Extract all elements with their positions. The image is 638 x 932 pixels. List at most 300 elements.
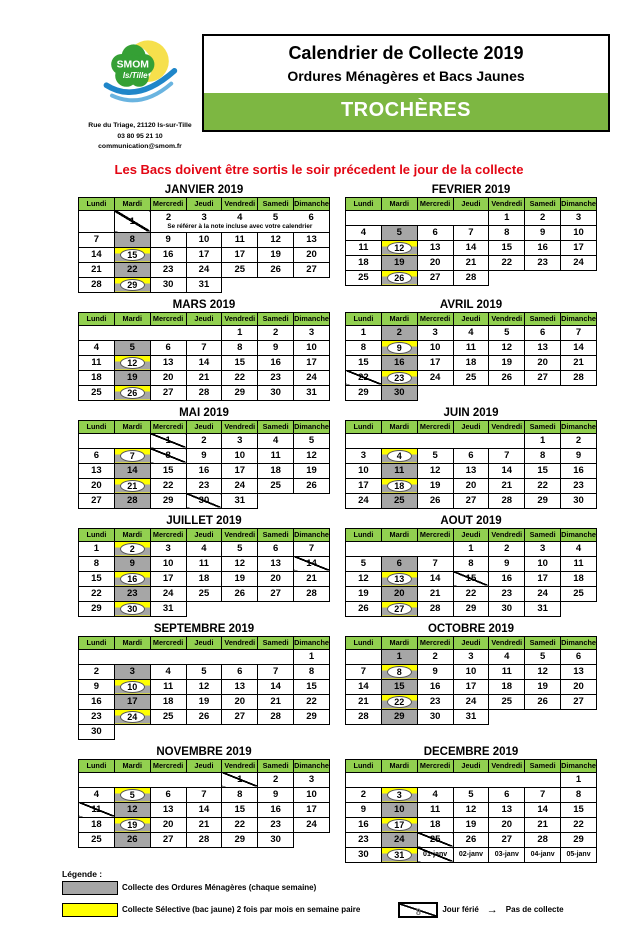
day-cell: 1 [525,433,561,448]
bac-jaune-ellipse: 27 [387,603,412,615]
day-cell: 8 [294,664,330,679]
month-table [78,528,330,617]
day-cell: 19 [417,478,453,493]
week-row [79,463,330,478]
day-cell: 4 [79,340,115,355]
month-title: JUILLET 2019 [166,514,242,527]
month [345,746,597,863]
month [78,623,330,740]
day-cell: 14 [453,240,489,255]
day-cell: 18 [453,355,489,370]
weekday-header: Vendredi [222,636,258,649]
day-cell: 26 [294,478,330,493]
day-cell: 4 [346,225,382,240]
week-row [346,433,597,448]
day-cell: 10 [417,340,453,355]
weekday-header: Dimanche [294,199,329,209]
week-row [79,370,330,385]
weekday-row [79,759,330,772]
weekday-header: Mercredi [417,528,453,541]
week-row [346,385,597,400]
day-cell: 21 [453,255,489,270]
month-title: NOVEMBRE 2019 [156,745,252,758]
day-cell: 2 [417,649,453,664]
month [78,746,330,848]
weekday-header: Vendredi [489,197,525,210]
weekday-header: Lundi [79,528,115,541]
ordures-menageres-day: 22 [114,262,150,277]
week-row [79,772,330,787]
day-cell: 27 [150,385,186,400]
bac-jaune-ellipse: 10 [120,681,145,693]
month [78,184,330,293]
weekday-row [346,197,597,210]
weekday-header: Mercredi [417,312,453,325]
month [78,299,330,401]
bac-jaune-day [114,385,150,400]
weekday-header: Mardi [381,197,417,210]
month-title: OCTOBRE 2019 [427,622,515,635]
day-cell: 3 [201,211,207,223]
day-cell: 15 [150,463,186,478]
bac-jaune-ellipse: 9 [387,342,412,354]
day-cell: 15 [346,355,382,370]
day-cell: 23 [489,586,525,601]
day-cell: 14 [186,355,222,370]
day-cell: 1 [222,325,258,340]
day-cell: 12 [258,232,294,247]
weekday-header: Samedi [258,636,294,649]
ordures-menageres-day: 28 [114,493,150,508]
day-cell: 18 [346,255,382,270]
bac-jaune-day [114,709,150,724]
ordures-menageres-day: 29 [381,709,417,724]
day-cell: 14 [258,679,294,694]
weekday-header: Jeudi [186,312,222,325]
org-address-line3: communication@smom.fr [98,143,182,151]
day-cell: 18 [79,817,115,832]
day-cell: 2 [258,772,294,787]
day-cell: 24 [222,478,258,493]
day-cell: 14 [186,802,222,817]
day-cell: 7 [186,787,222,802]
weekday-header: Mercredi [150,420,186,433]
weekday-header: Mercredi [150,636,186,649]
day-cell: 15 [222,355,258,370]
day-cell: 21 [346,694,382,709]
day-cell: 11 [346,240,382,255]
day-cell: 23 [525,255,561,270]
day-cell: 19 [294,463,330,478]
day-cell: 7 [525,787,561,802]
weekday-header: Mardi [381,312,417,325]
jour-ferie-day: 1 [150,433,186,448]
weekday-row [79,197,330,210]
arrow-icon: → [486,903,498,916]
weekday-row [346,312,597,325]
weekday-header: Jeudi [186,197,222,210]
day-cell: 31 [222,493,258,508]
ordures-menageres-day: 8 [114,232,150,247]
day-cell: 16 [417,679,453,694]
day-cell: 20 [79,478,115,493]
month-table [345,636,597,725]
weekday-header: Mardi [381,636,417,649]
weekday-header: Lundi [346,197,382,210]
week-row [346,370,597,385]
day-cell: 18 [417,817,453,832]
bac-jaune-day [114,448,150,463]
ordures-menageres-day: 15 [381,679,417,694]
day-cell: 10 [294,340,330,355]
month-title: JANVIER 2019 [164,183,244,196]
legend [62,869,598,918]
week-row [79,832,330,847]
bac-jaune-day [114,247,150,262]
bac-jaune-day [381,240,417,255]
day-cell: 28 [489,493,525,508]
weekday-header: Mercredi [417,636,453,649]
month [345,299,597,401]
day-cell: 11 [258,448,294,463]
weekday-header: Dimanche [294,761,329,771]
day-cell: 22 [150,478,186,493]
weekday-header: Jeudi [186,420,222,433]
week-row [346,847,597,862]
day-cell: 10 [294,787,330,802]
day-cell: 5 [272,211,279,223]
week-row [79,448,330,463]
day-cell: 21 [489,478,525,493]
weekday-header: Mardi [114,197,150,210]
day-cell: 31 [150,601,186,616]
day-cell: 1 [453,541,489,556]
bac-jaune-ellipse: 12 [387,242,412,254]
bac-jaune-ellipse: 30 [120,603,145,615]
week-row [346,679,597,694]
day-cell: 20 [222,694,258,709]
day-cell: 8 [222,787,258,802]
day-cell: 18 [186,571,222,586]
day-cell: 27 [258,586,294,601]
day-cell: 4 [453,325,489,340]
absent-cell [489,270,597,285]
day-cell: 25 [346,270,382,285]
day-cell: 16 [79,694,115,709]
day-cell: 24 [453,694,489,709]
day-cell: 28 [561,370,597,385]
week-row [346,817,597,832]
weekday-row [79,528,330,541]
day-cell: 11 [417,802,453,817]
day-cell: 27 [150,832,186,847]
day-cell: 17 [346,478,382,493]
weekday-header: Samedi [258,759,294,772]
weekday-header: Samedi [258,528,294,541]
bac-jaune-day [381,787,417,802]
bac-jaune-ellipse: 26 [120,387,145,399]
weekday-header: Dimanche [561,199,596,209]
jour-ferie-day: 25 [417,832,453,847]
day-cell: 23 [346,832,382,847]
week-row [79,664,330,679]
day-cell: 6 [561,649,597,664]
day-cell: 9 [561,448,597,463]
day-cell: 9 [525,225,561,240]
day-cell: 10 [222,448,258,463]
week-row [79,433,330,448]
bac-jaune-ellipse: 23 [387,372,412,384]
week-row [346,709,597,724]
day-cell: 3 [346,448,382,463]
day-cell: 21 [258,694,294,709]
day-cell: 8 [346,340,382,355]
day-cell: 29 [294,709,330,724]
day-cell: 27 [561,694,597,709]
ordures-menageres-day: 17 [114,694,150,709]
day-cell: 20 [258,571,294,586]
weekday-header: Jeudi [453,528,489,541]
day-cell: 2 [186,433,222,448]
day-cell: 2 [489,541,525,556]
ordures-menageres-day: 30 [381,385,417,400]
blank-cell [346,541,454,556]
day-cell: 2 [346,787,382,802]
day-cell: 04-janv [525,847,561,862]
bac-jaune-day [381,817,417,832]
bac-jaune-ellipse: 22 [387,696,412,708]
bac-jaune-ellipse: 2 [120,543,145,555]
bac-jaune-ellipse: 13 [387,573,412,585]
logo-sub-text: Is/Tille [122,71,148,80]
weekday-header: Mardi [114,636,150,649]
jour-ferie-day: 01-janv [417,847,453,862]
day-cell: 25 [150,709,186,724]
day-cell: 1 [294,649,330,664]
week-row [346,787,597,802]
week-row [346,270,597,285]
day-cell: 5 [453,787,489,802]
absent-cell [561,601,597,616]
day-cell: 29 [453,601,489,616]
weekday-header: Vendredi [222,420,258,433]
day-cell: 26 [453,832,489,847]
week-row [346,225,597,240]
day-cell: 23 [150,262,186,277]
ordures-menageres-day: 20 [381,586,417,601]
month-title: MAI 2019 [179,406,229,419]
day-cell: 26 [222,586,258,601]
week-row [346,210,597,225]
day-cell: 9 [79,679,115,694]
day-cell: 17 [222,463,258,478]
day-cell: 18 [150,694,186,709]
week-row [346,448,597,463]
day-cell: 4 [186,541,222,556]
weekday-header: Dimanche [561,314,596,324]
day-cell: 8 [79,556,115,571]
weekday-row [346,420,597,433]
day-cell: 28 [294,586,330,601]
day-cell: 19 [489,355,525,370]
bac-jaune-ellipse: 18 [387,480,412,492]
weekday-header: Samedi [525,528,561,541]
day-cell: 6 [453,448,489,463]
day-cell: 29 [346,385,382,400]
day-cell: 26 [525,694,561,709]
weekday-header: Jeudi [453,420,489,433]
week-row [346,601,597,616]
day-cell: 26 [186,709,222,724]
day-cell: 11 [453,340,489,355]
blank-cell [346,772,561,787]
weekday-header: Dimanche [561,530,596,540]
day-cell: 24 [525,586,561,601]
day-cell: 9 [258,340,294,355]
jour-ferie-day: 11 [79,802,115,817]
bac-jaune-day [114,601,150,616]
absent-cell [114,724,329,739]
weekday-row [346,636,597,649]
week-row [79,541,330,556]
day-cell: 20 [561,679,597,694]
day-cell: 13 [489,802,525,817]
day-cell: 10 [346,463,382,478]
day-cell: 24 [346,493,382,508]
day-cell: 5 [417,448,453,463]
day-cell: 12 [453,802,489,817]
day-cell: 20 [417,255,453,270]
day-cell: 9 [489,556,525,571]
bac-jaune-ellipse: 8 [387,666,412,678]
day-cell: 25 [186,586,222,601]
week-row [346,355,597,370]
day-cell: 3 [294,325,330,340]
weekday-header: Mercredi [150,528,186,541]
weekday-header: Mercredi [150,759,186,772]
day-cell: 8 [525,448,561,463]
day-cell: 26 [489,370,525,385]
month [78,407,330,509]
month [345,623,597,725]
day-cell: 12 [525,664,561,679]
bac-jaune-ellipse: 12 [120,357,145,369]
ordures-menageres-day: 12 [114,802,150,817]
weekday-header: Samedi [258,197,294,210]
ordures-menageres-day: 26 [114,832,150,847]
week-row [346,325,597,340]
day-cell: 13 [561,664,597,679]
day-cell: 7 [346,664,382,679]
jour-ferie-day: 8 [150,448,186,463]
day-cell: 12 [222,556,258,571]
month-table [345,759,597,863]
day-cell: 30 [417,709,453,724]
bac-jaune-day [381,478,417,493]
day-cell: 8 [561,787,597,802]
day-cell: 5 [346,556,382,571]
day-cell: 10 [150,556,186,571]
day-cell: 19 [525,679,561,694]
day-cell: 6 [417,225,453,240]
week-row [79,649,330,664]
day-cell: 11 [222,232,258,247]
day-cell: 10 [453,664,489,679]
bac-jaune-day [114,679,150,694]
jour-ferie-day: 1 [114,210,150,232]
bac-jaune-ellipse: 19 [120,819,145,831]
weekday-header: Samedi [525,759,561,772]
day-cell: 13 [150,802,186,817]
day-cell: 5 [222,541,258,556]
absent-cell [186,601,329,616]
weekday-header: Jeudi [453,197,489,210]
day-cell: 12 [294,448,330,463]
day-cell: 29 [79,601,115,616]
weekday-header: Mercredi [417,197,453,210]
day-cell: 14 [561,340,597,355]
day-cell: 19 [453,817,489,832]
day-cell: 27 [417,270,453,285]
day-cell: 20 [453,478,489,493]
weekday-header: Vendredi [489,759,525,772]
day-cell: 27 [79,493,115,508]
bac-jaune-day [114,541,150,556]
day-cell: 17 [294,355,330,370]
day-cell: 5 [294,433,330,448]
jour-ferie-day: 30 [186,493,222,508]
day-cell: 1 [79,541,115,556]
week-row [79,724,330,739]
week-row [79,277,330,292]
day-cell: 1 [561,772,597,787]
day-cell: 25 [489,694,525,709]
day-cell: 13 [294,232,330,247]
day-cell: 11 [150,679,186,694]
day-cell: 13 [150,355,186,370]
title-box [202,34,610,132]
day-cell: 15 [79,571,115,586]
legend-title: Légende : [62,868,103,879]
weekday-header: Samedi [258,312,294,325]
day-cell: 24 [417,370,453,385]
day-cell: 7 [561,325,597,340]
day-cell: 4 [237,211,243,223]
day-cell: 3 [222,433,258,448]
day-cell: 12 [417,463,453,478]
day-cell: 27 [489,832,525,847]
week-row [346,556,597,571]
month-title: AVRIL 2019 [439,298,503,311]
day-cell: 19 [222,571,258,586]
month-title: JUIN 2019 [443,406,499,419]
day-cell: 24 [294,817,330,832]
day-cell: 13 [417,240,453,255]
day-cell: 31 [186,277,222,292]
day-cell: 1 [489,210,525,225]
day-cell: 7 [186,340,222,355]
day-cell: 20 [150,817,186,832]
month-table [78,312,330,401]
weekday-header: Lundi [346,420,382,433]
day-cell: 15 [489,240,525,255]
weekday-header: Jeudi [453,636,489,649]
day-cell: 15 [561,802,597,817]
legend-row-om [62,881,598,895]
week-row [79,325,330,340]
day-cell: 19 [258,247,294,262]
month [78,515,330,617]
